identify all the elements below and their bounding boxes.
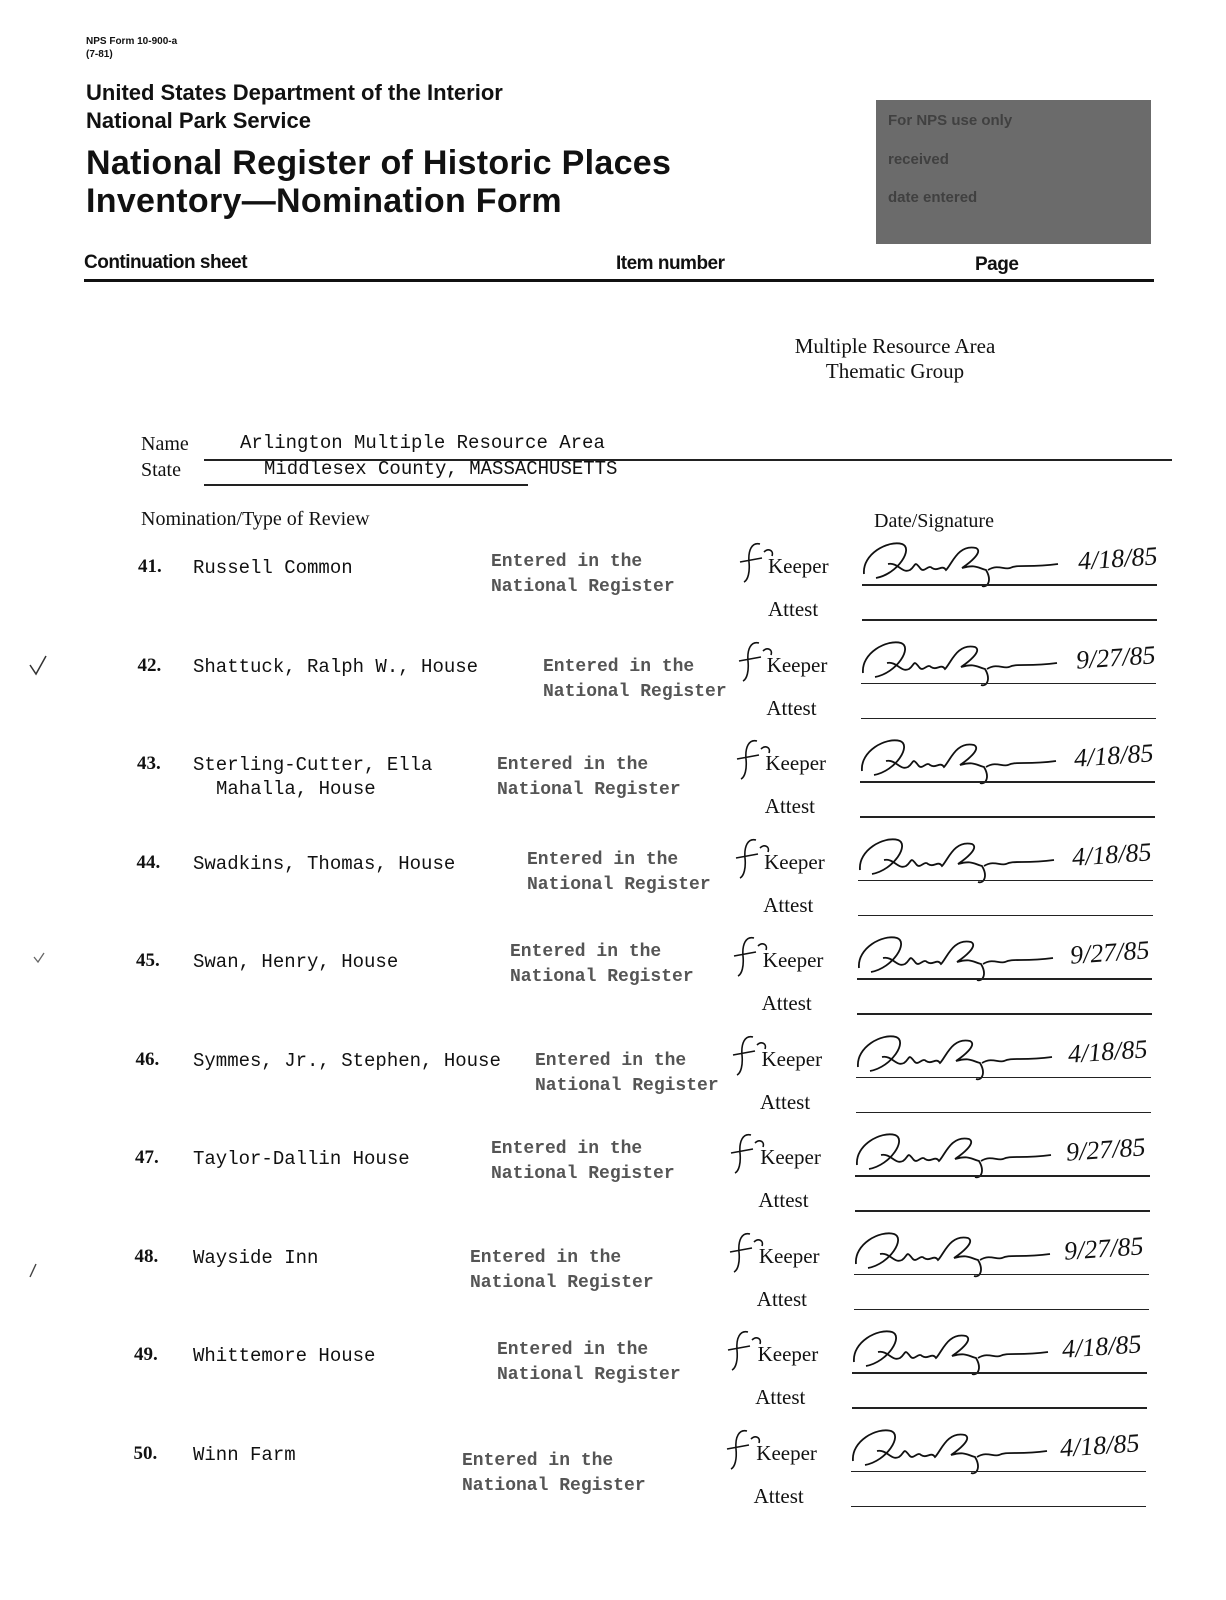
entered-register-stamp: Entered in the: [491, 552, 643, 572]
signature-date: 4/18/85: [1073, 738, 1155, 773]
area-type-line2: Thematic Group: [825, 359, 965, 383]
entry-number: 45.: [136, 950, 160, 971]
nps-use-heading: For NPS use only: [888, 112, 1013, 129]
entered-register-stamp: National Register: [497, 780, 681, 800]
nps-received-label: received: [888, 151, 949, 168]
entered-register-stamp: Entered in the: [527, 849, 679, 870]
signature-date: 4/18/85: [1061, 1329, 1143, 1364]
entry-property-name: Whittemore House: [193, 1345, 376, 1367]
entry-number: 46.: [135, 1048, 160, 1070]
signature-date: 9/27/85: [1063, 1230, 1145, 1266]
form-title-line2: Inventory—Nomination Form: [86, 182, 562, 220]
attest-label: Attest: [763, 892, 814, 917]
signature-date: 4/18/85: [1071, 836, 1153, 872]
entry-property-name: Wayside Inn: [193, 1246, 319, 1269]
form-number: NPS Form 10-900-a: [86, 36, 178, 47]
attest-label: Attest: [758, 1188, 809, 1212]
form-title-line1: National Register of Historic Places: [86, 144, 672, 182]
page-label: Page: [975, 254, 1019, 275]
signature-date: 4/18/85: [1067, 1033, 1149, 1069]
entry-property-name: Taylor-Dallin House: [193, 1148, 410, 1170]
entered-register-stamp: National Register: [470, 1272, 654, 1293]
entry-property-name: Symmes, Jr., Stephen, House: [193, 1049, 501, 1072]
item-number-label: Item number: [616, 253, 725, 274]
entry-property-name: Mahalla, House: [216, 778, 376, 800]
continuation-sheet-label: Continuation sheet: [84, 252, 248, 273]
name-label: Name: [141, 433, 189, 455]
entry-number: 49.: [134, 1344, 158, 1365]
name-value: Arlington Multiple Resource Area: [240, 432, 605, 454]
keeper-label: Keeper: [766, 652, 828, 677]
entry-number: 43.: [137, 753, 161, 774]
entered-register-stamp: Entered in the: [543, 656, 695, 677]
service-name: National Park Service: [86, 108, 312, 133]
entry-property-name: Sterling-Cutter, Ella: [193, 754, 433, 776]
entered-register-stamp: National Register: [491, 577, 675, 597]
keeper-label: Keeper: [758, 1243, 820, 1268]
entered-register-stamp: Entered in the: [462, 1450, 614, 1471]
attest-label: Attest: [764, 794, 815, 818]
entered-register-stamp: Entered in the: [535, 1050, 687, 1071]
keeper-label: Keeper: [765, 751, 827, 775]
signature-date: 9/27/85: [1065, 1132, 1147, 1167]
keeper-label: Keeper: [764, 849, 825, 874]
state-value: Middlesex County, MASSACHUSETTS: [264, 458, 618, 480]
entry-property-name: Russell Common: [193, 557, 353, 579]
entered-register-stamp: National Register: [510, 967, 694, 987]
entered-register-stamp: National Register: [527, 874, 711, 895]
entry-property-name: Swadkins, Thomas, House: [193, 852, 456, 875]
entered-register-stamp: National Register: [491, 1164, 675, 1184]
attest-label: Attest: [768, 597, 819, 621]
entry-property-name: Swan, Henry, House: [193, 951, 399, 973]
entry-number: 41.: [138, 556, 162, 577]
signature-column-heading: Date/Signature: [874, 510, 994, 532]
keeper-label: Keeper: [768, 554, 829, 578]
keeper-label: Keeper: [757, 1342, 819, 1366]
attest-label: Attest: [753, 1483, 804, 1508]
keeper-label: Keeper: [762, 948, 824, 972]
signature-date: 4/18/85: [1077, 541, 1159, 576]
attest-label: Attest: [756, 1286, 807, 1311]
attest-label: Attest: [766, 695, 817, 720]
keeper-label: Keeper: [760, 1145, 821, 1169]
department-name: United States Department of the Interior: [86, 80, 503, 105]
entered-register-stamp: National Register: [462, 1475, 646, 1496]
entered-register-stamp: Entered in the: [497, 755, 649, 775]
entry-number: 47.: [135, 1147, 159, 1168]
entry-property-name: Winn Farm: [193, 1443, 296, 1466]
entered-register-stamp: Entered in the: [510, 942, 662, 962]
area-type-line1: Multiple Resource Area: [794, 334, 996, 358]
signature-date: 9/27/85: [1069, 935, 1151, 970]
entered-register-stamp: Entered in the: [470, 1247, 622, 1268]
attest-label: Attest: [761, 991, 812, 1015]
state-label: State: [141, 459, 181, 481]
attest-label: Attest: [755, 1385, 806, 1409]
nps-date-entered-label: date entered: [888, 189, 978, 206]
entered-register-stamp: Entered in the: [491, 1139, 643, 1159]
entry-number: 48.: [134, 1245, 159, 1267]
signature-date: 4/18/85: [1059, 1427, 1141, 1463]
keeper-label: Keeper: [756, 1440, 817, 1465]
entered-register-stamp: National Register: [497, 1365, 681, 1385]
keeper-label: Keeper: [761, 1046, 823, 1071]
attest-label: Attest: [760, 1089, 811, 1114]
form-date: (7-81): [86, 49, 113, 60]
entry-property-name: Shattuck, Ralph W., House: [193, 655, 479, 678]
entered-register-stamp: National Register: [543, 681, 727, 702]
entry-number: 44.: [136, 851, 161, 873]
nomination-column-heading: Nomination/Type of Review: [141, 508, 370, 530]
entry-number: 50.: [133, 1442, 158, 1464]
entry-number: 42.: [137, 654, 162, 676]
entered-register-stamp: National Register: [535, 1075, 719, 1096]
entered-register-stamp: Entered in the: [497, 1340, 649, 1360]
signature-date: 9/27/85: [1075, 639, 1157, 675]
